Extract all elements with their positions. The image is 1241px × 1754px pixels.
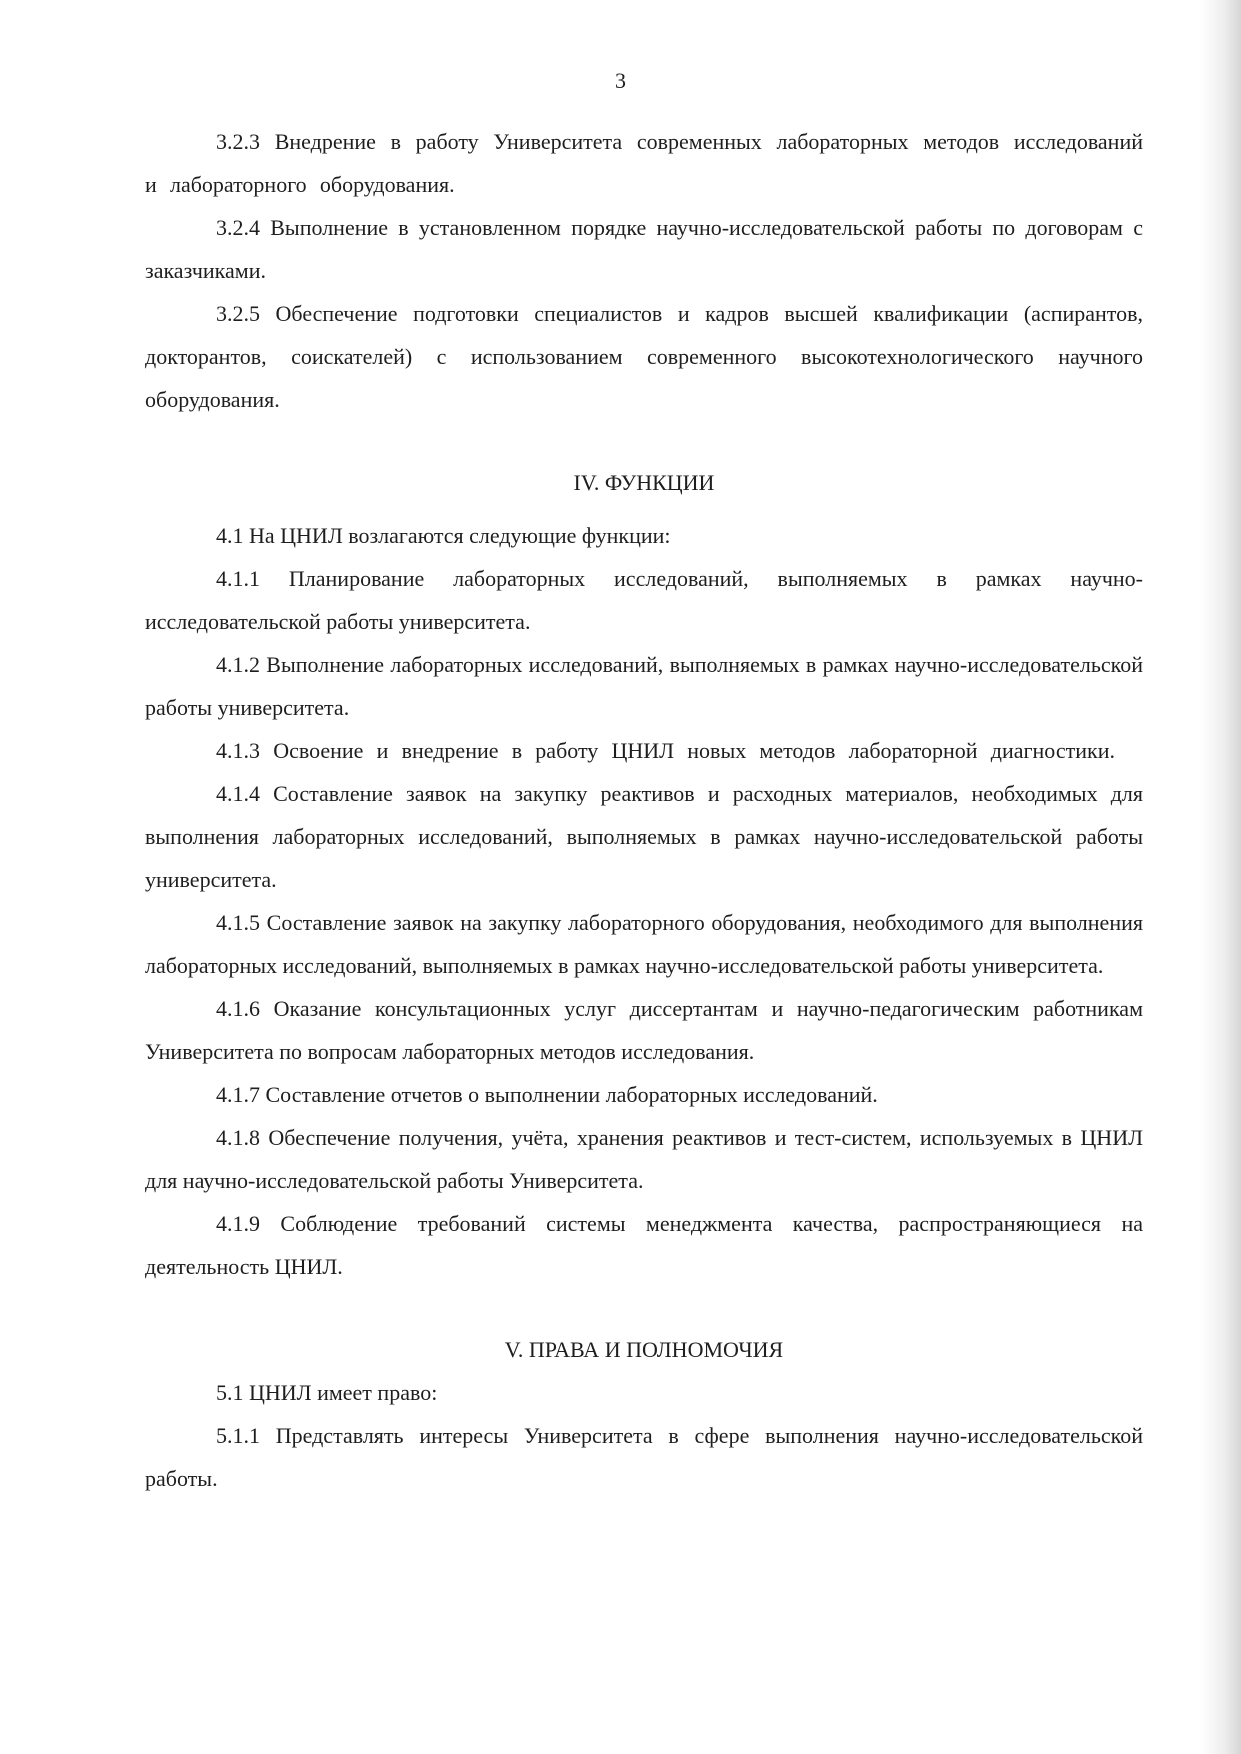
- paragraph-3-2-5: 3.2.5 Обеспечение подготовки специалистов и кадров высшей квалификации (аспирантов, докторантов, соискателей) с использованием современного высокотехнологического научного оборудования.: [145, 301, 1143, 412]
- scan-edge-shadow: [1201, 0, 1241, 1754]
- paragraph-4-1-6: 4.1.6 Оказание консультационных услуг диссертантам и научно-педагогическим работникам Университета по вопросам лабораторных методов исследования.: [145, 996, 1143, 1064]
- paragraph-5-1-1: 5.1.1 Представлять интересы Университета в сфере выполнения научно-исследовательской работы.: [145, 1423, 1143, 1491]
- paragraph-4-1-1: 4.1.1 Планирование лабораторных исследований, выполняемых в рамках научно-исследовательской работы университета.: [145, 566, 1143, 634]
- page-number: 3: [615, 68, 626, 93]
- document-body: [145, 120, 1143, 1500]
- paragraph-3-2-3: 3.2.3 Внедрение в работу Университета современных лабораторных методов исследований и лабораторного оборудования.: [145, 129, 1143, 197]
- paragraph-4-1-3: 4.1.3 Освоение и внедрение в работу ЦНИЛ новых методов лабораторной диагностики.: [216, 738, 1115, 763]
- paragraph-4-1-7: 4.1.7 Составление отчетов о выполнении лабораторных исследований.: [216, 1082, 878, 1107]
- paragraph-4-1-8: 4.1.8 Обеспечение получения, учёта, хранения реактивов и тест-систем, используемых в ЦНИЛ для научно-исследовательской работы Университета.: [145, 1125, 1143, 1193]
- section-heading-functions: IV. ФУНКЦИИ: [573, 470, 715, 495]
- paragraph-4-1-4: 4.1.4 Составление заявок на закупку реактивов и расходных материалов, необходимых для выполнения лабораторных исследований, выполняемых в рамках научно-исследовательской работы университета.: [145, 781, 1143, 892]
- paragraph-4-1-2: 4.1.2 Выполнение лабораторных исследований, выполняемых в рамках научно-исследовательской работы университета.: [145, 652, 1143, 720]
- paragraph-5-1: 5.1 ЦНИЛ имеет право:: [216, 1380, 438, 1405]
- paragraph-4-1-9: 4.1.9 Соблюдение требований системы менеджмента качества, распространяющиеся на деятельность ЦНИЛ.: [145, 1211, 1143, 1279]
- paragraph-4-1-5: 4.1.5 Составление заявок на закупку лабораторного оборудования, необходимого для выполнения лабораторных исследований, выполняемых в рамках научно-исследовательской работы университета.: [145, 910, 1143, 978]
- paragraph-3-2-4: 3.2.4 Выполнение в установленном порядке научно-исследовательской работы по договорам с заказчиками.: [145, 215, 1143, 283]
- section-heading-rights: V. ПРАВА И ПОЛНОМОЧИЯ: [504, 1337, 784, 1362]
- paragraph-4-1: 4.1 На ЦНИЛ возлагаются следующие функции:: [216, 523, 671, 548]
